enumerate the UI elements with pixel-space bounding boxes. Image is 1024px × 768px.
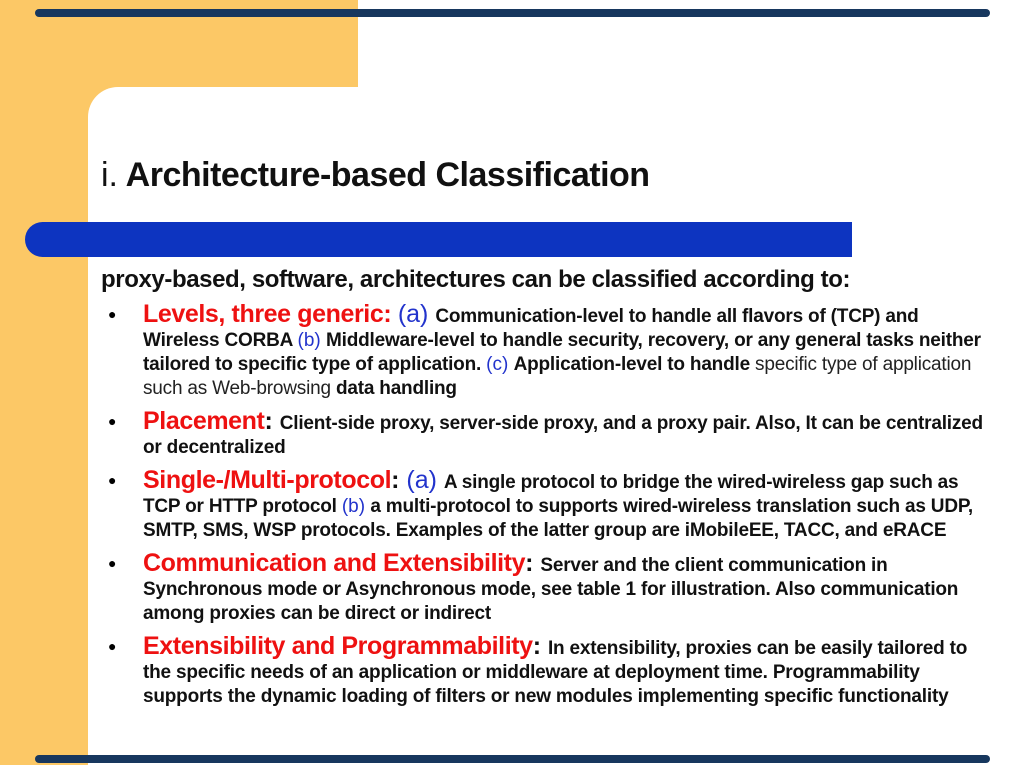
bullet-text-segment: : [532, 632, 548, 660]
top-navy-rule [35, 9, 990, 17]
bullet-marker-icon: ● [108, 472, 117, 488]
intro-line: proxy-based, software, architectures can be classified according to: [101, 266, 851, 293]
bullet-list [101, 301, 987, 716]
bullet-item [101, 633, 987, 709]
bullet-marker-icon: ● [108, 555, 117, 571]
bottom-navy-rule [35, 755, 990, 763]
bullet-marker-icon: ● [108, 638, 117, 654]
bullet-text-segment: Middleware-level to handle security, recovery, or any general tasks neither tailored to specific type of application. [143, 330, 981, 375]
bullet-text-segment: (b) [297, 330, 327, 351]
slide-title [101, 153, 650, 197]
bullet-text-segment: Application-level to handle [513, 354, 756, 375]
bullet-text-segment: : [264, 407, 280, 435]
bullet-text-segment: In extensibility, proxies can be easily tailored to the specific needs of an application or middleware at deployment time. Programmability supports the dynamic loading of filters or new modules implementing specific functionality [143, 638, 968, 707]
bullet-item [101, 408, 987, 460]
bullet-text-segment: data handling [335, 378, 457, 399]
bullet-text-segment: (c) [486, 354, 514, 375]
bullet-item [101, 467, 987, 543]
yellow-left-band [0, 0, 88, 765]
bullet-text-segment: : [391, 466, 407, 494]
bullet-text-segment: Communication and Extensibility [143, 549, 526, 577]
bullet-text-segment: Placement [143, 407, 265, 435]
bullet-text-segment: specific type of application such as Web-browsing [143, 354, 972, 399]
bullet-text-segment: A single protocol to bridge the wired-wireless gap such as TCP or HTTP protocol [143, 472, 959, 517]
bullet-text-segment: Levels, three generic: [143, 300, 398, 328]
title-text: Architecture-based Classification [118, 156, 650, 194]
bullet-text-segment: (b) [341, 496, 371, 517]
bullet-text-segment: (a) [406, 466, 444, 494]
bullet-text-segment: : [525, 549, 541, 577]
title-accent-bar [25, 222, 852, 257]
bullet-text-segment: Communication-level to handle all flavors of (TCP) and Wireless CORBA [143, 306, 919, 351]
bullet-marker-icon: ● [108, 306, 117, 322]
bullet-text-segment: Single-/Multi-protocol [143, 466, 392, 494]
bullet-text-segment: Server and the client communication in Synchronous mode or Asynchronous mode, see table 1 for illustration. Also communication among proxies can be direct or indirect [143, 555, 959, 624]
bullet-item [101, 550, 987, 626]
bullet-marker-icon: ● [108, 413, 117, 429]
bullet-text-segment: Extensibility and Programmability [143, 632, 533, 660]
bullet-text-segment: (a) [397, 300, 436, 328]
bullet-text-segment: a multi-protocol to supports wired-wireless translation such as UDP, SMTP, SMS, WSP protocols. Examples of the latter group are iMobileEE, TACC, and eRACE [143, 496, 973, 541]
bullet-text-segment: Client-side proxy, server-side proxy, and a proxy pair. Also, It can be centralized or decentralized [143, 413, 983, 458]
bullet-item [101, 301, 987, 401]
title-numbering: i. [101, 156, 118, 194]
